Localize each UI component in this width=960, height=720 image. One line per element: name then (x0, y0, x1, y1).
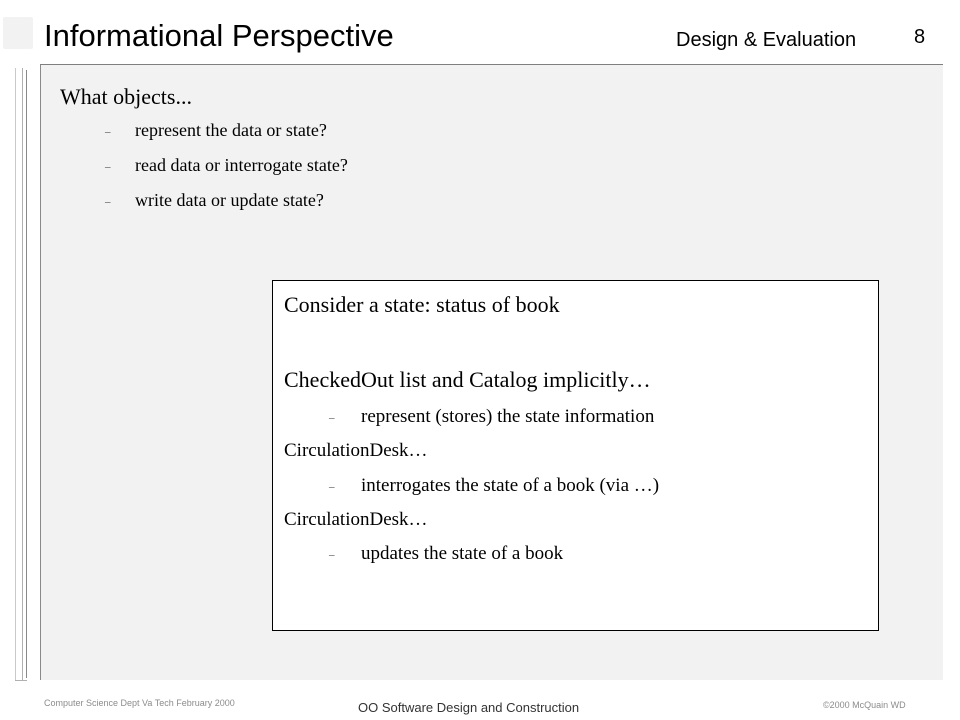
callout-subitem-text: updates the state of a book (361, 543, 564, 564)
footer-institution: Computer Science Dept Va Tech February 2000 (44, 698, 235, 708)
left-rail-outer (15, 68, 16, 680)
callout-subitem-text: interrogates the state of a book (via …) (361, 475, 660, 496)
footer-copyright: ©2000 McQuain WD (823, 700, 906, 710)
left-rail-cap (15, 680, 27, 681)
callout-subitem-text: represent (stores) the state information (361, 406, 655, 427)
section-label: Design & Evaluation (676, 29, 857, 51)
bullet-item (105, 153, 348, 177)
callout-subitem (329, 542, 563, 567)
callout-box (272, 280, 879, 631)
slide-title: Informational Perspective (44, 18, 394, 53)
left-rail-inner (26, 70, 27, 678)
footer-course: OO Software Design and Construction (358, 700, 580, 715)
bullet-dash: – (105, 160, 111, 173)
bullet-text: represent the data or state? (135, 120, 327, 140)
corner-decoration (3, 17, 33, 49)
content-heading: What objects... (60, 84, 192, 109)
bullet-dash: – (329, 411, 335, 424)
bullet-text: read data or interrogate state? (135, 155, 348, 175)
bullet-item (105, 188, 324, 212)
callout-line: CirculationDesk… (284, 509, 428, 530)
callout-subitem (329, 474, 659, 499)
callout-line: CirculationDesk… (284, 440, 428, 461)
callout-line: Consider a state: status of book (284, 292, 560, 317)
callout-line: CheckedOut list and Catalog implicitly… (284, 367, 651, 392)
callout-subitem (329, 405, 654, 430)
slide-number: 8 (914, 26, 926, 48)
bullet-dash: – (329, 480, 335, 493)
left-rail-middle (22, 68, 23, 680)
bullet-dash: – (105, 125, 111, 138)
bullet-text: write data or update state? (135, 190, 324, 210)
bullet-item (105, 118, 327, 142)
bullet-dash: – (105, 195, 111, 208)
bullet-dash: – (329, 548, 335, 561)
content-panel-edge (40, 65, 41, 680)
